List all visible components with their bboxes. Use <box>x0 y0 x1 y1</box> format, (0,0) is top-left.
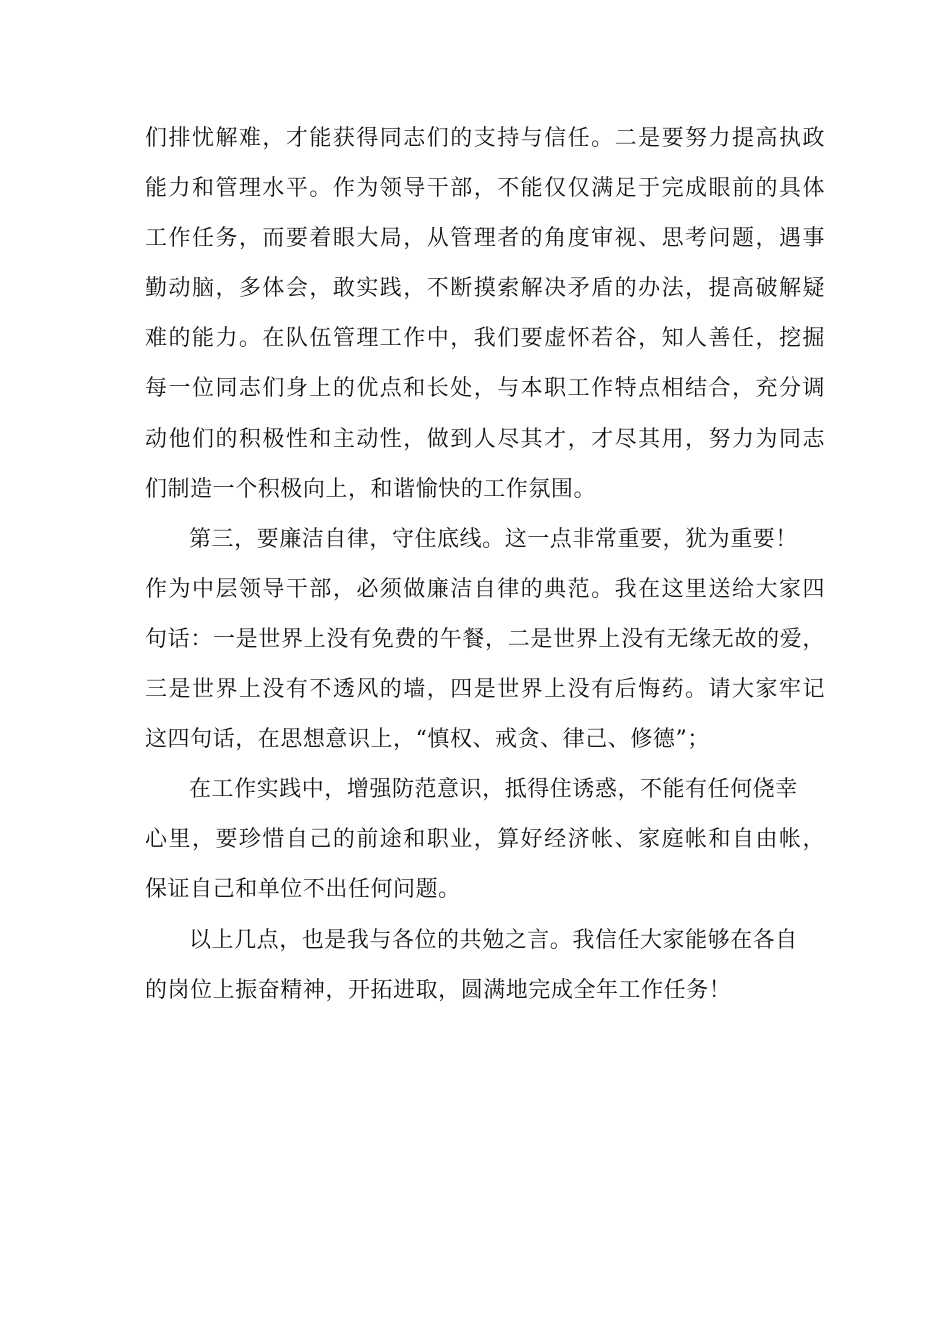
text-line: 们排忧解难，才能获得同志们的支持与信任。二是要努力提高执政 <box>145 126 825 151</box>
paragraph-first-line: 在工作实践中，增强防范意识，抵得住诱惑，不能有任何侥幸 <box>189 777 798 803</box>
text-line: 句话：一是世界上没有免费的午餐，二是世界上没有无缘无故的爱， <box>145 626 825 652</box>
document-body <box>145 127 825 1029</box>
text-line: 心里，要珍惜自己的前途和职业，算好经济帐、家庭帐和自由帐， <box>145 827 825 853</box>
paragraph-first-line: 第三，要廉洁自律，守住底线。这一点非常重要，犹为重要！ <box>189 526 798 552</box>
paragraph-first-line: 以上几点，也是我与各位的共勉之言。我信任大家能够在各自 <box>189 927 798 953</box>
text-line: 作为中层领导干部，必须做廉洁自律的典范。我在这里送给大家四 <box>145 576 825 602</box>
text-line: 勤动脑，多体会，敢实践，不断摸索解决矛盾的办法，提高破解疑 <box>145 276 825 302</box>
text-line: 动他们的积极性和主动性，做到人尽其才，才尽其用，努力为同志 <box>145 426 825 452</box>
text-line: 能力和管理水平。作为领导干部，不能仅仅满足于完成眼前的具体 <box>145 176 825 202</box>
text-line: 工作任务，而要着眼大局，从管理者的角度审视、思考问题，遇事 <box>145 226 825 252</box>
text-line: 难的能力。在队伍管理工作中，我们要虚怀若谷，知人善任，挖掘 <box>145 326 825 352</box>
text-line: 们制造一个积极向上，和谐愉快的工作氛围。 <box>145 476 597 502</box>
text-line: 这四句话，在思想意识上，“慎权、戒贪、律己、修德”； <box>145 727 710 753</box>
text-line: 三是世界上没有不透风的墙，四是世界上没有后悔药。请大家牢记 <box>145 677 825 703</box>
text-line: 的岗位上振奋精神，开拓进取，圆满地完成全年工作任务！ <box>145 977 732 1003</box>
text-line: 保证自己和单位不出任何问题。 <box>145 877 461 903</box>
text-line: 每一位同志们身上的优点和长处，与本职工作特点相结合，充分调 <box>145 376 825 402</box>
